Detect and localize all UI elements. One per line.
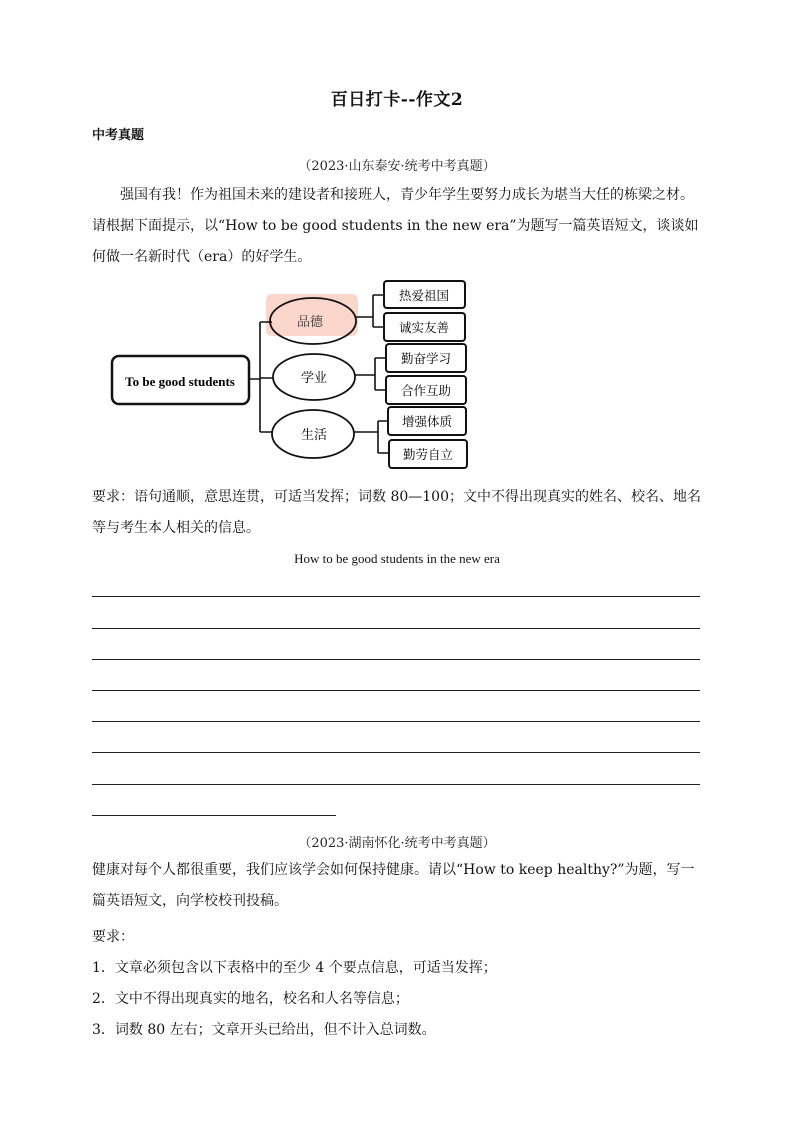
- q1-requirement: 要求：语句通顺，意思连贯，可适当发挥；词数 80—100；文中不得出现真实的姓名、校名、地名等与考生本人相关的信息。: [92, 489, 701, 536]
- q1-essay-title: How to be good students in the new era: [294, 551, 500, 566]
- mind-map: [88, 272, 488, 472]
- page-title: 百日打卡--作文2: [330, 90, 464, 110]
- writing-line: [92, 721, 700, 722]
- writing-line-short: [92, 815, 336, 816]
- section-label: 中考真题: [92, 128, 145, 143]
- branch-label-character: 品德: [296, 315, 324, 330]
- q2-source: （2023·湖南怀化·统考中考真题）: [298, 836, 496, 851]
- writing-line: [92, 752, 700, 753]
- writing-line: [92, 784, 700, 785]
- q2-requirement-3: 3．词数 80 左右；文章开头已给出，但不计入总词数。: [92, 1022, 436, 1038]
- item-label-3: 勤奋学习: [400, 351, 452, 366]
- branch-label-study: 学业: [300, 371, 328, 386]
- item-label-1: 热爱祖国: [398, 288, 450, 303]
- writing-line: [92, 596, 700, 597]
- item-label-4: 合作互助: [400, 383, 452, 398]
- q2-prompt: 健康对每个人都很重要，我们应该学会如何保持健康。请以“How to keep healthy?”为题，写一篇英语短文，向学校校刊投稿。: [92, 862, 695, 909]
- q2-requirement-2: 2．文中不得出现真实的地名，校名和人名等信息；: [92, 991, 409, 1007]
- writing-line: [92, 690, 700, 691]
- item-label-2: 诚实友善: [398, 320, 450, 335]
- branch-label-life: 生活: [300, 428, 328, 443]
- writing-line: [92, 628, 700, 629]
- q2-requirement-1: 1．文章必须包含以下表格中的至少 4 个要点信息，可适当发挥；: [92, 960, 497, 976]
- item-label-6: 勤劳自立: [402, 447, 454, 462]
- q1-prompt: 强国有我！作为祖国未来的建设者和接班人，青少年学生要努力成长为堪当大任的栋梁之材。请根据下面提示，以“How to be good students in the new era”为题写一篇英语短文，谈谈如何做一名新时代（era）的好学生。: [92, 187, 699, 265]
- writing-line: [92, 659, 700, 660]
- item-label-5: 增强体质: [401, 414, 453, 429]
- q1-source: （2023·山东泰安·统考中考真题）: [298, 159, 496, 174]
- q2-requirements-label: 要求：: [92, 929, 134, 945]
- mindmap-root-label: To be good students: [125, 374, 235, 389]
